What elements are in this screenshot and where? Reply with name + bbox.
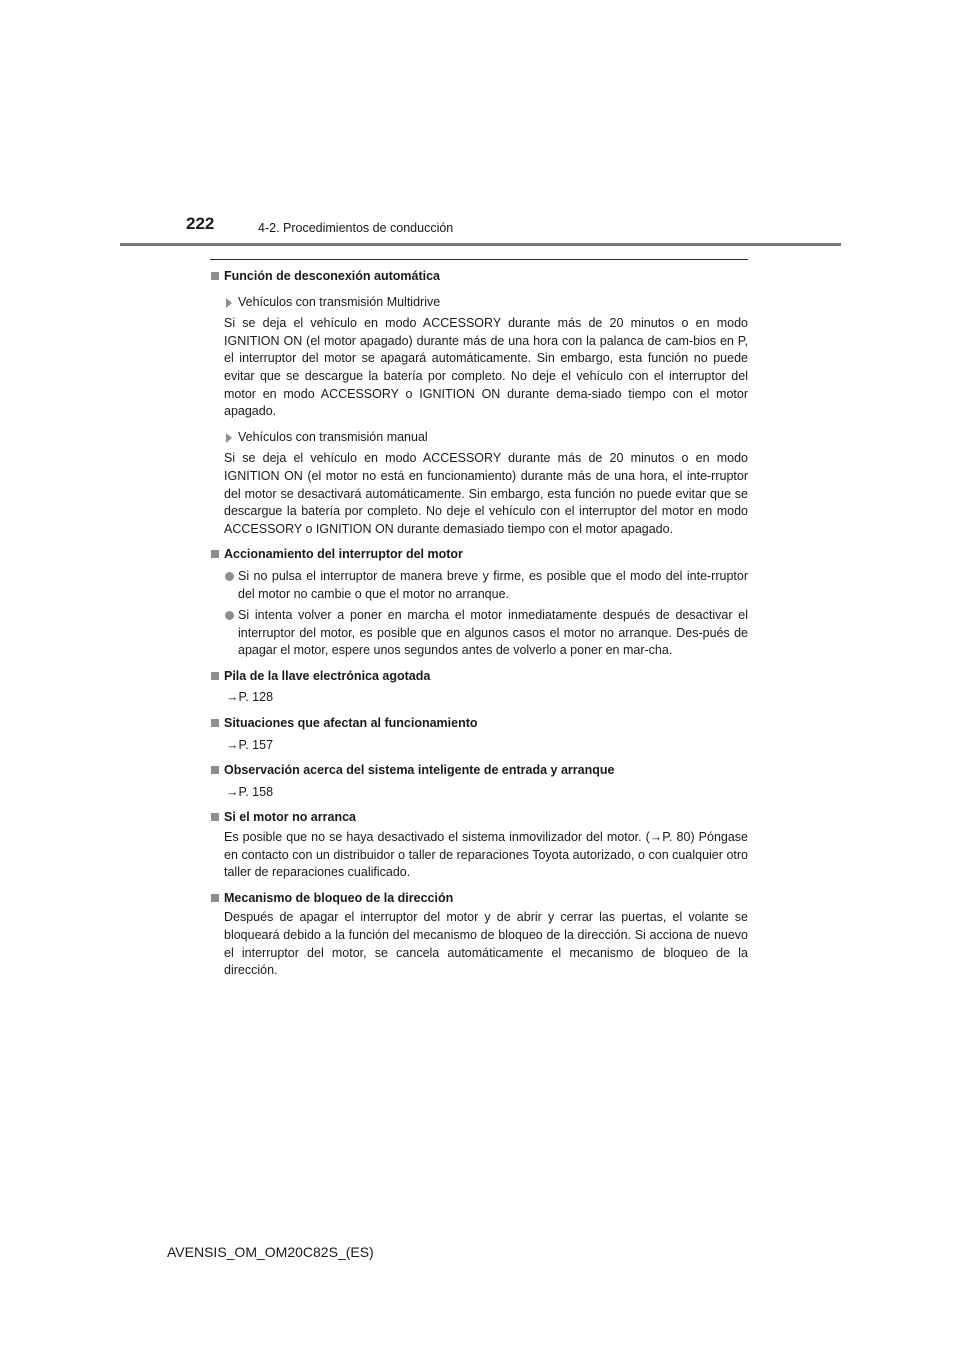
square-bullet-icon [211, 719, 219, 727]
square-bullet-icon [211, 550, 219, 558]
section-heading: Si el motor no arranca [224, 810, 356, 825]
document-code: AVENSIS_OM_OM20C82S_(ES) [167, 1244, 374, 1260]
section-engine-not-starting [210, 809, 748, 881]
section-heading: Accionamiento del interruptor del motor [224, 547, 463, 562]
paragraph: Es posible que no se haya desactivado el sistema inmovilizador del motor. (→P. 80) Póngase en contacto con un distribuidor o taller de reparaciones Toyota autorizado, o con cualquier otro taller de reparaciones cualificado. [224, 830, 748, 880]
section-smart-entry-note [210, 762, 748, 801]
section-auto-shutoff [210, 268, 748, 538]
section-affecting-situations [210, 715, 748, 754]
triangle-bullet-icon [226, 433, 232, 443]
section-steering-lock [210, 890, 748, 980]
square-bullet-icon [211, 766, 219, 774]
subheading: Vehículos con transmisión manual [238, 429, 428, 444]
circle-bullet-icon [225, 572, 234, 581]
square-bullet-icon [211, 813, 219, 821]
page-number: 222 [186, 214, 215, 233]
section-key-battery [210, 668, 748, 707]
page-reference-link[interactable]: →P. 157 [226, 737, 274, 752]
section-title: 4-2. Procedimientos de conducción [258, 221, 454, 235]
page-content [210, 268, 748, 980]
section-heading: Función de desconexión automática [224, 269, 441, 283]
content-rule [210, 259, 748, 260]
section-heading: Situaciones que afectan al funcionamiento [224, 716, 478, 731]
header-rule [120, 243, 841, 246]
paragraph: Después de apagar el interruptor del motor y de abrir y cerrar las puertas, el volante se bloqueará debido a la función del mecanismo de bloqueo de la dirección. Si acciona de nuevo el interruptor del motor, se cancela automáticamente el mecanismo de bloqueo de la dirección. [224, 910, 748, 978]
subheading: Vehículos con transmisión Multidrive [238, 294, 441, 309]
section-heading: Observación acerca del sistema inteligente de entrada y arranque [224, 763, 615, 778]
section-heading: Pila de la llave electrónica agotada [224, 668, 431, 683]
section-heading: Mecanismo de bloqueo de la dirección [224, 890, 454, 905]
list-item: Si no pulsa el interruptor de manera breve y firme, es posible que el modo del inte-rruptor del motor no cambie o que el motor no arranque. [238, 568, 748, 601]
section-switch-operation [210, 546, 748, 660]
page-reference-link[interactable]: →P. 128 [226, 690, 274, 705]
triangle-bullet-icon [226, 298, 232, 308]
paragraph: Si se deja el vehículo en modo ACCESSORY durante más de 20 minutos o en modo IGNITION ON (el motor apagado) durante más de una hora con la palanca de cam-bios en P, el interruptor del motor se apagará automáticamente. Sin embargo, esta función no puede evitar que se descargue la batería por completo. No deje el vehículo con el interruptor del motor en modo ACCESSORY o IGNITION ON durante dema-siado tiempo con el motor apagado. [224, 316, 748, 419]
square-bullet-icon [211, 894, 219, 902]
circle-bullet-icon [225, 611, 234, 620]
list-item: Si intenta volver a poner en marcha el motor inmediatamente después de desactivar el interruptor del motor, es posible que en algunos casos el motor no arranque. Des-pués de apagar el motor, espere unos segundos antes de volverlo a poner en mar-cha. [238, 608, 748, 658]
square-bullet-icon [211, 272, 219, 280]
paragraph: Si se deja el vehículo en modo ACCESSORY durante más de 20 minutos o en modo IGNITION ON (el motor no está en funcionamiento) durante más de una hora, el inte-rruptor del motor se desactivará automáticamente. Sin embargo, esta función no puede evitar que se descargue la batería por completo. No deje el vehículo con el interruptor del motor en modo ACCESSORY o IGNITION ON durante demasiado tiempo con el motor apagado. [224, 451, 748, 536]
page-reference-link[interactable]: →P. 158 [226, 784, 274, 799]
square-bullet-icon [211, 672, 219, 680]
